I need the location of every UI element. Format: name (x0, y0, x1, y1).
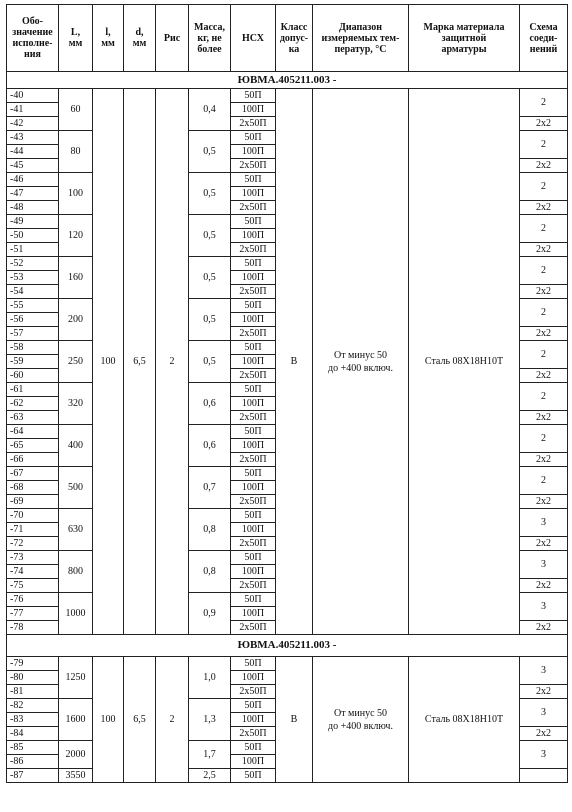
column-header: Марка материала защитной арматуры (409, 5, 520, 72)
designation-cell: -53 (7, 271, 59, 285)
header-row (7, 5, 568, 72)
scheme-cell: 2х2 (520, 369, 568, 383)
designation-cell: -42 (7, 117, 59, 131)
scheme-cell: 2 (520, 299, 568, 327)
scheme-cell: 2 (520, 257, 568, 285)
scheme-cell: 2х2 (520, 117, 568, 131)
spec-table (6, 4, 568, 783)
length-L-cell: 3550 (59, 769, 93, 783)
column-header: L, мм (59, 5, 93, 72)
nsx-cell: 50П (231, 173, 276, 187)
length-L-cell: 1600 (59, 699, 93, 741)
scheme-cell: 2 (520, 173, 568, 201)
column-header: Обо- значение исполне- ния (7, 5, 59, 72)
scheme-cell: 2х2 (520, 159, 568, 173)
designation-cell: -47 (7, 187, 59, 201)
nsx-cell: 100П (231, 229, 276, 243)
temperature-range-cell: От минус 50 до +400 включ. (313, 89, 409, 635)
column-header: Схема соеди- нений (520, 5, 568, 72)
designation-cell: -67 (7, 467, 59, 481)
nsx-cell: 50П (231, 593, 276, 607)
nsx-cell: 50П (231, 467, 276, 481)
material-cell: Сталь 08Х18Н10Т (409, 657, 520, 783)
length-L-cell: 320 (59, 383, 93, 425)
scheme-cell: 2х2 (520, 685, 568, 699)
nsx-cell: 2х50П (231, 285, 276, 299)
scheme-cell: 3 (520, 509, 568, 537)
designation-cell: -57 (7, 327, 59, 341)
scheme-cell: 3 (520, 699, 568, 727)
length-L-cell: 2000 (59, 741, 93, 769)
designation-cell: -82 (7, 699, 59, 713)
mass-cell: 0,5 (189, 299, 231, 341)
scheme-cell: 2х2 (520, 201, 568, 215)
nsx-cell: 100П (231, 187, 276, 201)
nsx-cell: 2х50П (231, 537, 276, 551)
column-header: НСХ (231, 5, 276, 72)
length-L-cell: 160 (59, 257, 93, 299)
scheme-cell (520, 769, 568, 783)
mass-cell: 0,6 (189, 383, 231, 425)
length-L-cell: 630 (59, 509, 93, 551)
designation-cell: -48 (7, 201, 59, 215)
nsx-cell: 100П (231, 755, 276, 769)
nsx-cell: 50П (231, 257, 276, 271)
mass-cell: 0,9 (189, 593, 231, 635)
designation-cell: -65 (7, 439, 59, 453)
nsx-cell: 100П (231, 397, 276, 411)
mass-cell: 0,7 (189, 467, 231, 509)
nsx-cell: 2х50П (231, 579, 276, 593)
scheme-cell: 2х2 (520, 579, 568, 593)
designation-cell: -70 (7, 509, 59, 523)
designation-cell: -58 (7, 341, 59, 355)
mass-cell: 0,5 (189, 173, 231, 215)
scheme-cell: 2х2 (520, 327, 568, 341)
designation-cell: -60 (7, 369, 59, 383)
nsx-cell: 100П (231, 713, 276, 727)
designation-cell: -46 (7, 173, 59, 187)
designation-cell: -81 (7, 685, 59, 699)
nsx-cell: 50П (231, 425, 276, 439)
nsx-cell: 2х50П (231, 685, 276, 699)
scheme-cell: 2 (520, 215, 568, 243)
table-row (7, 89, 568, 103)
designation-cell: -83 (7, 713, 59, 727)
designation-cell: -84 (7, 727, 59, 741)
nsx-cell: 2х50П (231, 243, 276, 257)
temperature-range-cell: От минус 50 до +400 включ. (313, 657, 409, 783)
length-L-cell: 1000 (59, 593, 93, 635)
nsx-cell: 2х50П (231, 621, 276, 635)
designation-cell: -41 (7, 103, 59, 117)
column-header: Масса, кг, не более (189, 5, 231, 72)
scheme-cell: 3 (520, 741, 568, 769)
length-L-cell: 250 (59, 341, 93, 383)
length-l-cell: 100 (93, 657, 124, 783)
designation-cell: -54 (7, 285, 59, 299)
designation-cell: -71 (7, 523, 59, 537)
mass-cell: 0,8 (189, 551, 231, 593)
designation-cell: -73 (7, 551, 59, 565)
length-L-cell: 100 (59, 173, 93, 215)
designation-cell: -78 (7, 621, 59, 635)
scheme-cell: 2х2 (520, 727, 568, 741)
designation-cell: -62 (7, 397, 59, 411)
length-l-cell: 100 (93, 89, 124, 635)
designation-cell: -43 (7, 131, 59, 145)
length-L-cell: 800 (59, 551, 93, 593)
designation-cell: -80 (7, 671, 59, 685)
designation-cell: -79 (7, 657, 59, 671)
designation-cell: -63 (7, 411, 59, 425)
nsx-cell: 2х50П (231, 727, 276, 741)
material-cell: Сталь 08Х18Н10Т (409, 89, 520, 635)
spec-sheet (6, 4, 567, 783)
scheme-cell: 3 (520, 593, 568, 621)
nsx-cell: 50П (231, 769, 276, 783)
scheme-cell: 2 (520, 131, 568, 159)
mass-cell: 0,5 (189, 131, 231, 173)
nsx-cell: 50П (231, 89, 276, 103)
designation-cell: -66 (7, 453, 59, 467)
nsx-cell: 2х50П (231, 201, 276, 215)
designation-cell: -86 (7, 755, 59, 769)
mass-cell: 1,7 (189, 741, 231, 769)
nsx-cell: 50П (231, 699, 276, 713)
mass-cell: 0,4 (189, 89, 231, 131)
designation-cell: -64 (7, 425, 59, 439)
scheme-cell: 2х2 (520, 411, 568, 425)
nsx-cell: 100П (231, 313, 276, 327)
designation-cell: -76 (7, 593, 59, 607)
designation-cell: -68 (7, 481, 59, 495)
designation-cell: -61 (7, 383, 59, 397)
designation-cell: -77 (7, 607, 59, 621)
column-header: d, мм (124, 5, 156, 72)
nsx-cell: 100П (231, 145, 276, 159)
section-code: ЮВМА.405211.003 - (7, 72, 568, 89)
designation-cell: -51 (7, 243, 59, 257)
nsx-cell: 100П (231, 565, 276, 579)
nsx-cell: 50П (231, 657, 276, 671)
mass-cell: 1,0 (189, 657, 231, 699)
scheme-cell: 2х2 (520, 243, 568, 257)
designation-cell: -85 (7, 741, 59, 755)
nsx-cell: 50П (231, 383, 276, 397)
section-code: ЮВМА.405211.003 - (7, 635, 568, 657)
nsx-cell: 50П (231, 299, 276, 313)
table-row (7, 657, 568, 671)
nsx-cell: 100П (231, 103, 276, 117)
designation-cell: -50 (7, 229, 59, 243)
length-L-cell: 120 (59, 215, 93, 257)
nsx-cell: 50П (231, 215, 276, 229)
figure-cell: 2 (156, 657, 189, 783)
section-header-row (7, 635, 568, 657)
scheme-cell: 2 (520, 383, 568, 411)
nsx-cell: 50П (231, 131, 276, 145)
length-L-cell: 80 (59, 131, 93, 173)
designation-cell: -69 (7, 495, 59, 509)
nsx-cell: 2х50П (231, 117, 276, 131)
mass-cell: 0,5 (189, 215, 231, 257)
nsx-cell: 2х50П (231, 159, 276, 173)
figure-cell: 2 (156, 89, 189, 635)
designation-cell: -49 (7, 215, 59, 229)
diameter-cell: 6,5 (124, 657, 156, 783)
length-L-cell: 500 (59, 467, 93, 509)
nsx-cell: 100П (231, 671, 276, 685)
designation-cell: -52 (7, 257, 59, 271)
tolerance-class-cell: В (276, 89, 313, 635)
length-L-cell: 1250 (59, 657, 93, 699)
mass-cell: 0,5 (189, 341, 231, 383)
column-header: Рис (156, 5, 189, 72)
nsx-cell: 50П (231, 741, 276, 755)
nsx-cell: 50П (231, 509, 276, 523)
column-header: Класс допус- ка (276, 5, 313, 72)
designation-cell: -44 (7, 145, 59, 159)
length-L-cell: 200 (59, 299, 93, 341)
designation-cell: -87 (7, 769, 59, 783)
scheme-cell: 2х2 (520, 285, 568, 299)
designation-cell: -45 (7, 159, 59, 173)
scheme-cell: 3 (520, 657, 568, 685)
diameter-cell: 6,5 (124, 89, 156, 635)
mass-cell: 0,6 (189, 425, 231, 467)
scheme-cell: 2х2 (520, 621, 568, 635)
scheme-cell: 2 (520, 467, 568, 495)
scheme-cell: 2х2 (520, 537, 568, 551)
nsx-cell: 100П (231, 439, 276, 453)
nsx-cell: 2х50П (231, 411, 276, 425)
nsx-cell: 50П (231, 551, 276, 565)
nsx-cell: 100П (231, 271, 276, 285)
mass-cell: 0,5 (189, 257, 231, 299)
nsx-cell: 2х50П (231, 453, 276, 467)
designation-cell: -56 (7, 313, 59, 327)
designation-cell: -40 (7, 89, 59, 103)
nsx-cell: 100П (231, 355, 276, 369)
designation-cell: -74 (7, 565, 59, 579)
designation-cell: -55 (7, 299, 59, 313)
mass-cell: 1,3 (189, 699, 231, 741)
scheme-cell: 2х2 (520, 453, 568, 467)
scheme-cell: 2 (520, 341, 568, 369)
nsx-cell: 100П (231, 607, 276, 621)
designation-cell: -75 (7, 579, 59, 593)
nsx-cell: 2х50П (231, 327, 276, 341)
scheme-cell: 2 (520, 89, 568, 117)
length-L-cell: 60 (59, 89, 93, 131)
column-header: l, мм (93, 5, 124, 72)
length-L-cell: 400 (59, 425, 93, 467)
nsx-cell: 50П (231, 341, 276, 355)
nsx-cell: 100П (231, 523, 276, 537)
scheme-cell: 3 (520, 551, 568, 579)
nsx-cell: 2х50П (231, 495, 276, 509)
section-header-row (7, 72, 568, 89)
scheme-cell: 2 (520, 425, 568, 453)
designation-cell: -72 (7, 537, 59, 551)
mass-cell: 0,8 (189, 509, 231, 551)
tolerance-class-cell: В (276, 657, 313, 783)
nsx-cell: 2х50П (231, 369, 276, 383)
column-header: Диапазон измеряемых тем- ператур, °С (313, 5, 409, 72)
nsx-cell: 100П (231, 481, 276, 495)
scheme-cell: 2х2 (520, 495, 568, 509)
designation-cell: -59 (7, 355, 59, 369)
mass-cell: 2,5 (189, 769, 231, 783)
